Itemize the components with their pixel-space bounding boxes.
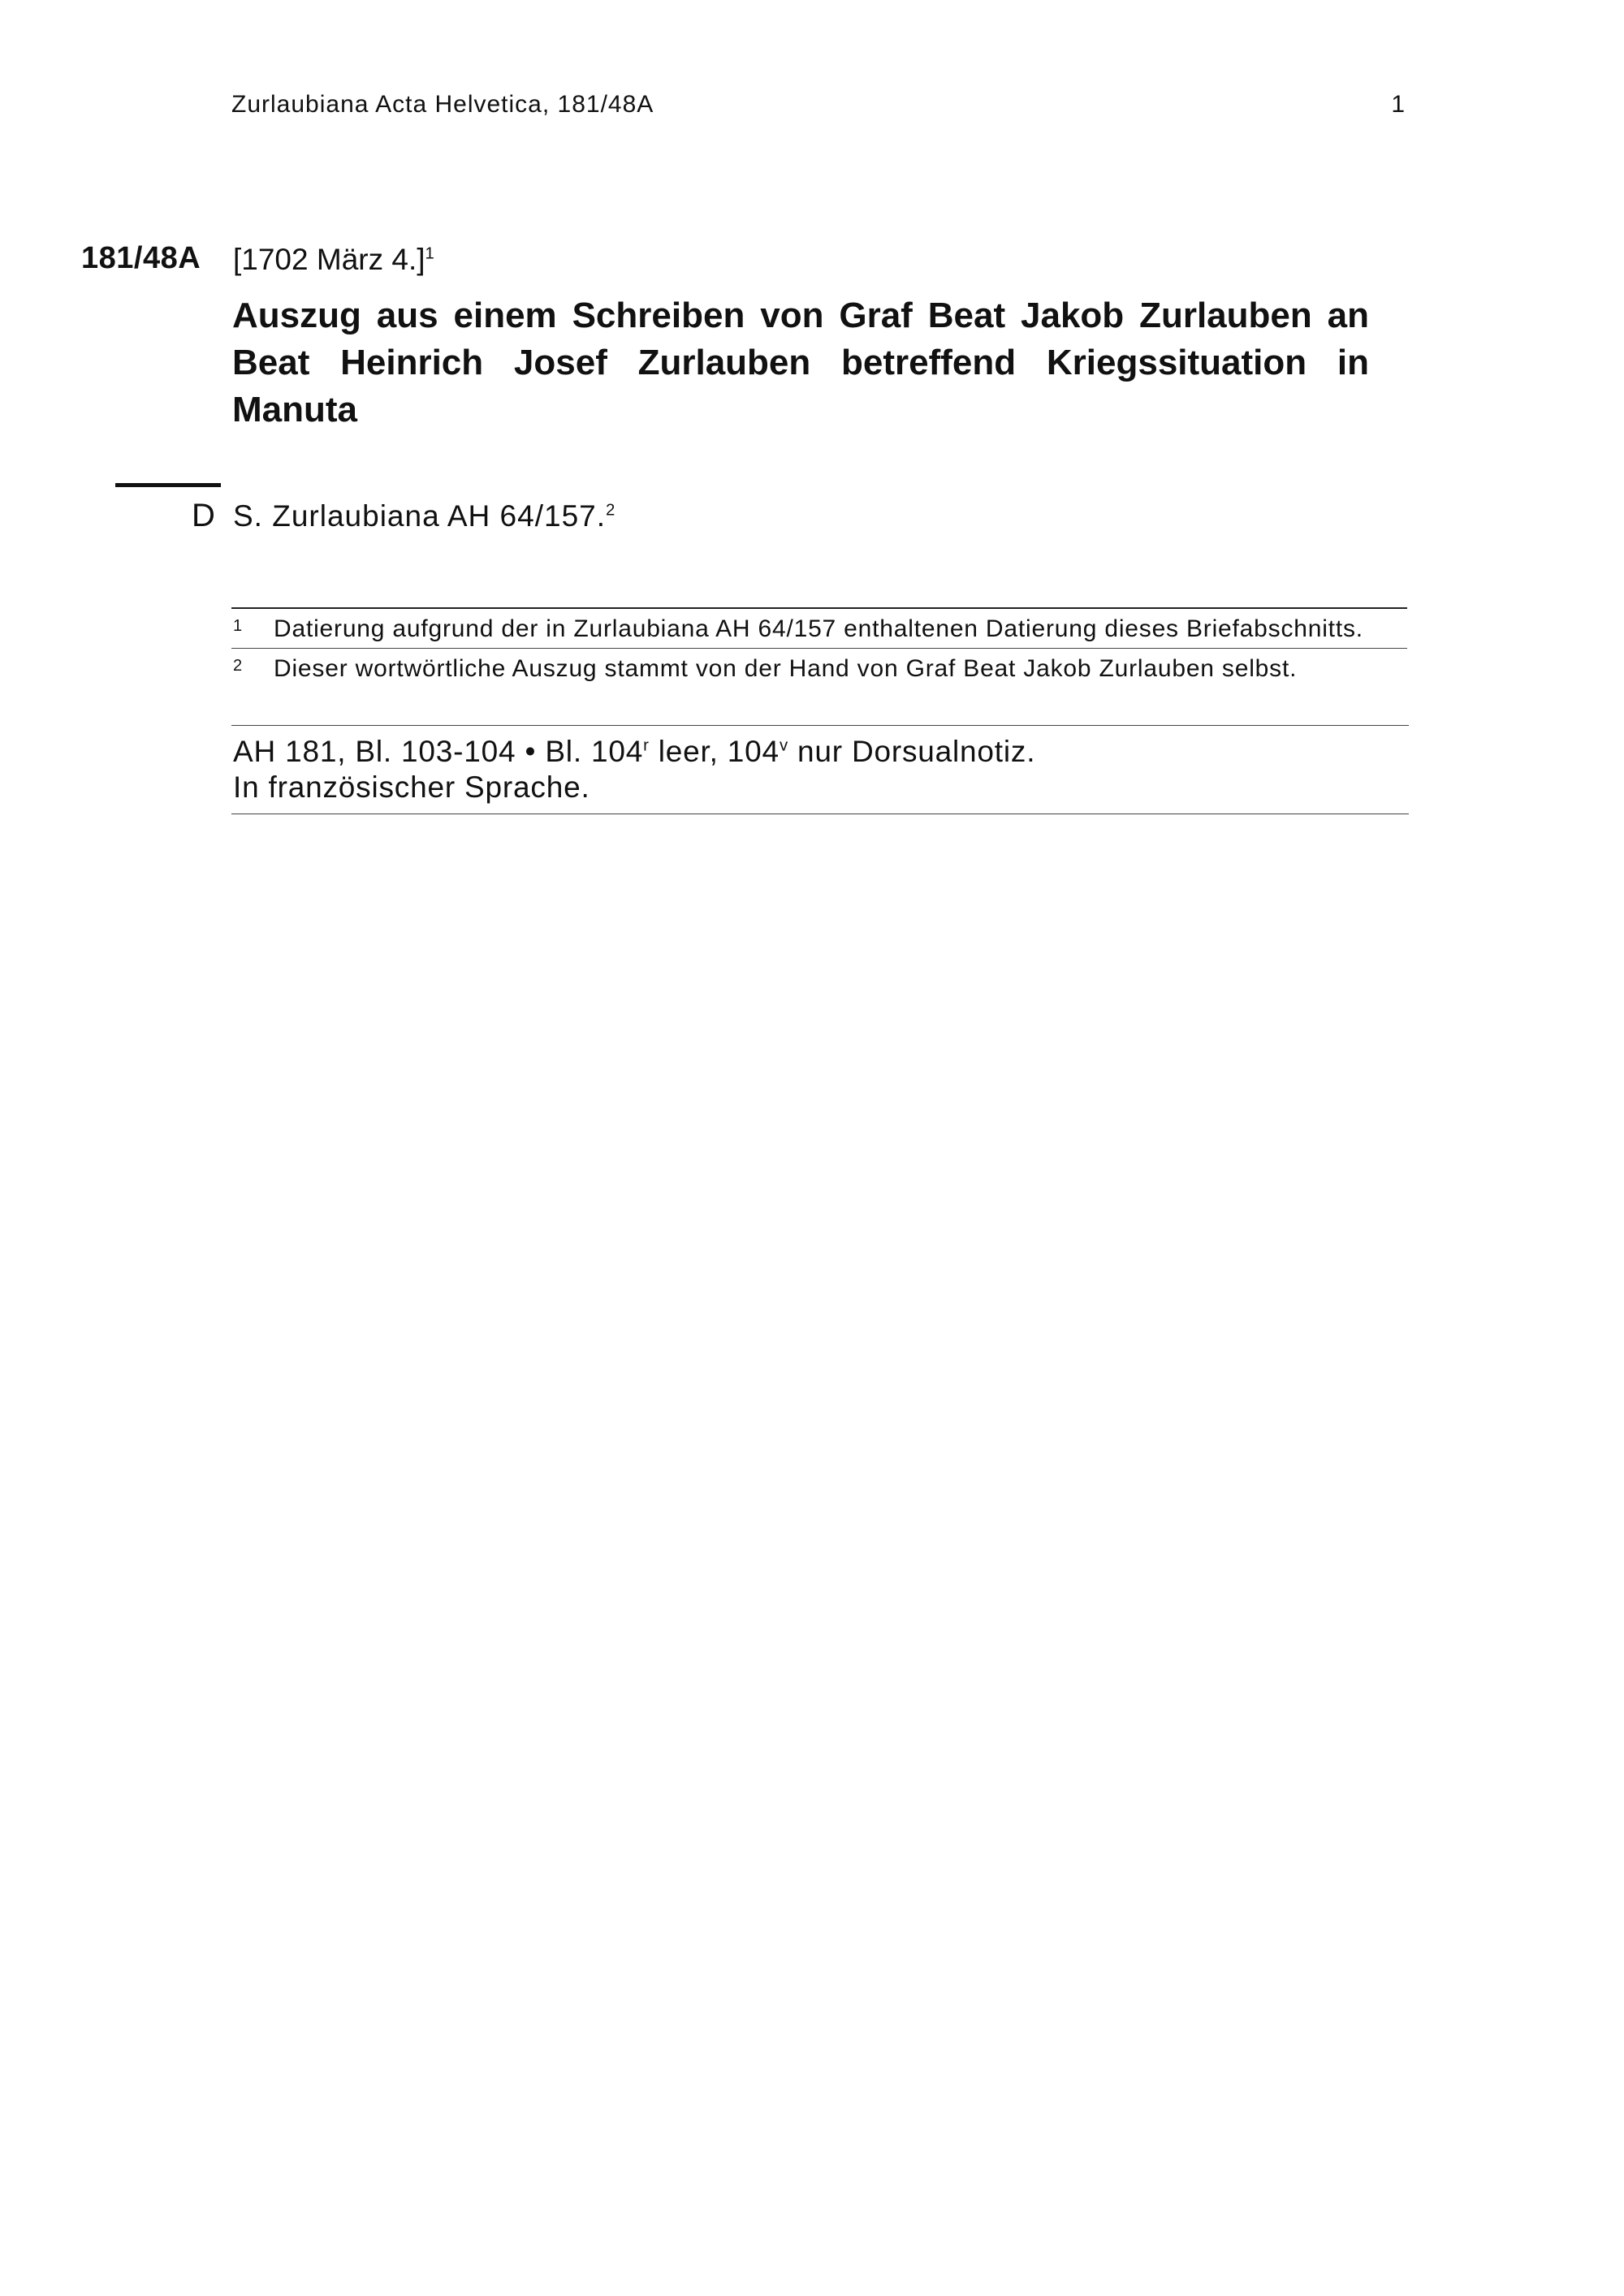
footnote-ref-2[interactable]: 2 bbox=[606, 501, 616, 520]
source-siglum: D bbox=[192, 498, 215, 533]
footnote-text: Dieser wortwörtliche Auszug stammt von der Hand von Graf Beat Jakob Zurlauben selbst. bbox=[274, 655, 1298, 682]
running-title: Zurlaubiana Acta Helvetica, 181/48A bbox=[231, 91, 654, 118]
verso-text: nur Dorsualnotiz. bbox=[788, 735, 1036, 768]
verso-mark: v bbox=[779, 736, 788, 755]
source-reference bbox=[233, 499, 615, 533]
archive-folio-line bbox=[233, 734, 1409, 770]
footnote-mark: 1 bbox=[233, 617, 243, 635]
footnote-mark: 2 bbox=[233, 657, 243, 675]
footnote-text: Datierung aufgrund der in Zurlaubiana AH 64/157 enthaltenen Datierung dieses Briefabschnitts. bbox=[274, 615, 1363, 642]
archive-note bbox=[231, 725, 1409, 814]
recto-text: leer, 104 bbox=[649, 735, 780, 768]
document-date-text: [1702 März 4.] bbox=[233, 243, 425, 276]
archive-folio-main: AH 181, Bl. 103-104 • Bl. 104 bbox=[233, 735, 644, 768]
footnote-item bbox=[231, 648, 1407, 688]
footnote-item bbox=[231, 609, 1407, 648]
page-number: 1 bbox=[1391, 91, 1405, 118]
footnotes bbox=[231, 607, 1407, 688]
footnote-ref-1[interactable]: 1 bbox=[425, 244, 434, 263]
language-note: In französischer Sprache. bbox=[233, 770, 590, 804]
document-date bbox=[233, 243, 434, 277]
recto-mark: r bbox=[643, 736, 650, 755]
margin-divider bbox=[115, 483, 221, 487]
document-number: 181/48A bbox=[81, 241, 201, 275]
document-title: Auszug aus einem Schreiben von Graf Beat Jakob Zurlauben an Beat Heinrich Josef Zurlauben betreffend Kriegssituation in Manuta bbox=[232, 296, 1369, 429]
running-header bbox=[231, 91, 1405, 132]
source-reference-text: S. Zurlaubiana AH 64/157. bbox=[233, 499, 607, 533]
